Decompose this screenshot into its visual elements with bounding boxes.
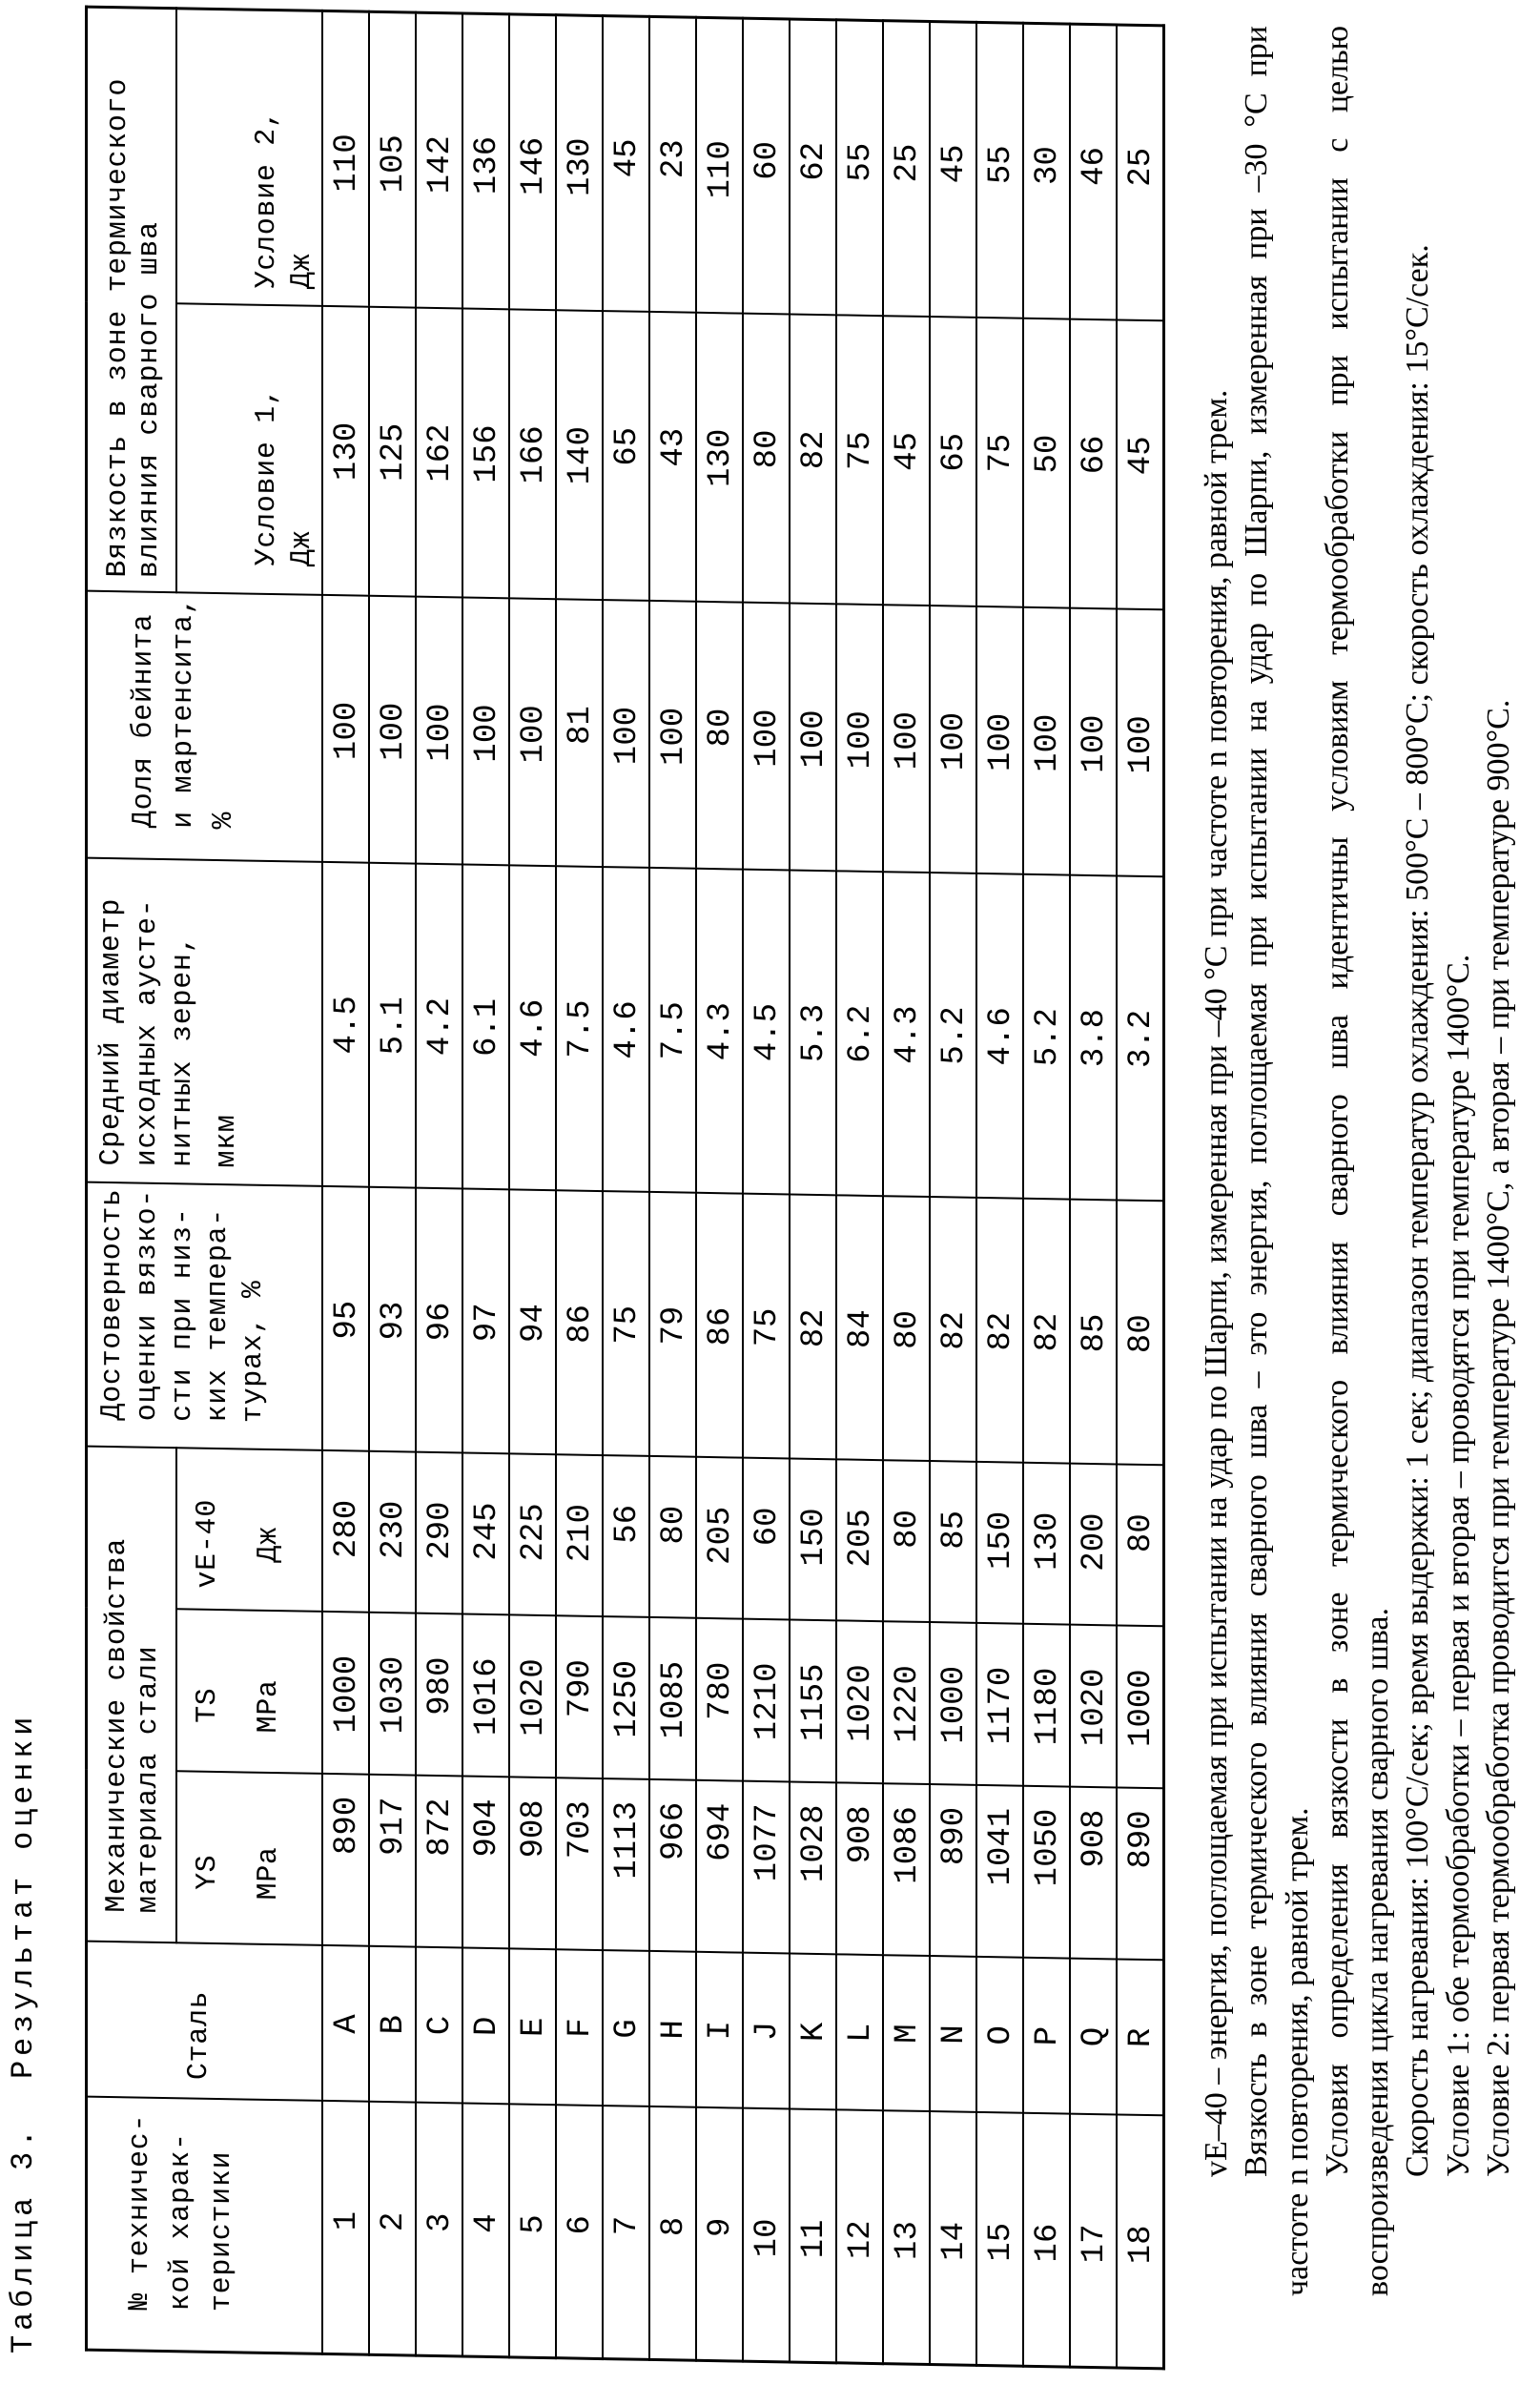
table-row	[556, 15, 603, 2359]
cell-ys: 703	[556, 1778, 603, 1951]
cell-reliability: 85	[1070, 1200, 1117, 1465]
cell-number: 15	[976, 2112, 1023, 2366]
cell-bainite-martensite: 100	[1117, 609, 1164, 877]
table-row	[790, 19, 836, 2363]
cell-number: 17	[1070, 2114, 1117, 2368]
cell-ts: 1020	[509, 1615, 556, 1778]
header-line: Дж	[238, 1479, 299, 1611]
cell-ve40: 210	[556, 1455, 603, 1617]
cell-ve40: 245	[462, 1453, 509, 1615]
cell-steel: N	[930, 1957, 976, 2113]
cell-reliability: 80	[883, 1197, 930, 1462]
cell-ve40: 225	[509, 1454, 556, 1616]
cell-reliability: 75	[603, 1192, 649, 1457]
header-ts	[176, 1610, 322, 1775]
footnote-line: Условие 1: обе термообработки – первая и вторая – проводятся при температуре 1400°C.	[1439, 0, 1479, 2177]
cell-ve40: 130	[1023, 1463, 1070, 1625]
cell-bainite-martensite: 100	[322, 595, 369, 863]
header-line: турах, %	[236, 1186, 272, 1424]
cell-grain-diameter: 4.3	[883, 873, 930, 1198]
cell-ys: 1050	[1023, 1786, 1070, 1959]
cell-ys: 917	[369, 1775, 416, 1947]
cell-ve40: 56	[603, 1456, 649, 1618]
header-line: vE-40	[177, 1478, 238, 1610]
cell-condition-2: 25	[883, 21, 930, 318]
cell-ys: 1041	[976, 1785, 1023, 1958]
table-row	[930, 21, 976, 2365]
cell-reliability: 86	[556, 1191, 603, 1456]
cell-grain-diameter: 7.5	[556, 867, 603, 1192]
cell-ve40: 290	[416, 1452, 462, 1614]
header-mechanical-properties	[87, 1447, 176, 1943]
cell-condition-1: 65	[930, 317, 976, 606]
header-line: мкм	[210, 861, 246, 1168]
cell-bainite-martensite: 100	[883, 606, 930, 873]
cell-ys: 1077	[743, 1781, 790, 1954]
table-body	[322, 10, 1164, 2368]
cell-condition-1: 125	[369, 307, 416, 597]
footnotes	[1197, 0, 1519, 2384]
table-row	[883, 21, 930, 2365]
cell-condition-1: 66	[1070, 319, 1117, 609]
cell-condition-1: 162	[416, 308, 462, 598]
cell-grain-diameter: 4.6	[976, 873, 1023, 1199]
cell-grain-diameter: 3.2	[1117, 876, 1164, 1202]
cell-ts: 1020	[836, 1621, 883, 1784]
footnote-line: Вязкость в зоне термического влияния сварного шва – это энергия, поглощаемая при испытании на удар по Шарпи, измеренная при –30 °C при	[1237, 26, 1277, 2177]
cell-ys: 872	[416, 1776, 462, 1948]
cell-steel: R	[1117, 1960, 1164, 2116]
cell-number: 8	[649, 2107, 696, 2360]
cell-steel: C	[416, 1947, 462, 2104]
cell-ts: 1085	[649, 1617, 696, 1780]
header-line: TS	[177, 1639, 238, 1772]
cell-condition-2: 146	[509, 14, 556, 311]
cell-ve40: 60	[743, 1458, 790, 1620]
cell-steel: A	[322, 1945, 369, 2102]
cell-reliability: 82	[1023, 1199, 1070, 1464]
table-row	[603, 16, 649, 2360]
header-line: Дж	[285, 307, 320, 567]
cell-reliability: 82	[930, 1197, 976, 1462]
header-number	[87, 2097, 322, 2353]
cell-ys: 1113	[603, 1779, 649, 1952]
header-line: MPa	[238, 1802, 299, 1944]
table-row	[976, 22, 1023, 2366]
table-row	[509, 14, 556, 2358]
results-table	[85, 6, 1165, 2371]
header-line: оценки вязко-	[131, 1184, 166, 1422]
cell-number: 13	[883, 2111, 930, 2365]
cell-steel: M	[883, 1956, 930, 2112]
cell-reliability: 79	[649, 1192, 696, 1457]
cell-condition-2: 45	[603, 16, 649, 313]
cell-reliability: 80	[1117, 1201, 1164, 1466]
cell-ts: 790	[556, 1616, 603, 1779]
cell-ve40: 80	[1117, 1465, 1164, 1627]
cell-condition-1: 140	[556, 311, 603, 601]
table-row	[462, 13, 509, 2357]
table-row	[836, 20, 883, 2364]
cell-steel: D	[462, 1948, 509, 2105]
cell-condition-1: 82	[790, 315, 836, 605]
cell-ts: 780	[696, 1618, 743, 1781]
cell-ve40: 80	[883, 1461, 930, 1623]
cell-grain-diameter: 3.8	[1070, 875, 1117, 1201]
cell-ts: 1030	[369, 1613, 416, 1776]
cell-reliability: 94	[509, 1190, 556, 1455]
cell-steel: H	[649, 1951, 696, 2107]
cell-grain-diameter: 5.2	[930, 873, 976, 1198]
cell-grain-diameter: 5.1	[369, 863, 416, 1188]
cell-steel: L	[836, 1955, 883, 2111]
header-steel	[87, 1942, 322, 2101]
cell-ys: 890	[930, 1785, 976, 1958]
cell-bainite-martensite: 100	[790, 604, 836, 872]
cell-condition-2: 60	[743, 18, 790, 315]
header-condition-2	[176, 9, 322, 307]
cell-number: 10	[743, 2108, 790, 2362]
cell-condition-1: 130	[696, 313, 743, 603]
cell-number: 5	[509, 2105, 556, 2358]
table-header	[87, 7, 322, 2353]
cell-condition-2: 110	[322, 10, 369, 307]
cell-condition-1: 130	[322, 306, 369, 596]
footnote-line: Скорость нагревания: 100°C/сек; время выдержки: 1 сек; диапазон температур охлаждения: 500°C – 800°C; скорость охлаждения: 15°C/сек.	[1398, 0, 1438, 2177]
header-line: № техничес-	[120, 2099, 161, 2311]
cell-ts: 1250	[603, 1617, 649, 1780]
cell-number: 4	[462, 2104, 509, 2357]
cell-steel: B	[369, 1946, 416, 2103]
cell-ys: 966	[649, 1779, 696, 1952]
cell-grain-diameter: 4.5	[743, 870, 790, 1195]
cell-ys: 694	[696, 1780, 743, 1953]
cell-steel: O	[976, 1957, 1023, 2113]
cell-reliability: 84	[836, 1196, 883, 1461]
cell-condition-1: 65	[603, 312, 649, 602]
header-line: YS	[177, 1801, 238, 1943]
cell-ve40: 200	[1070, 1464, 1117, 1626]
cell-bainite-martensite: 100	[743, 603, 790, 871]
cell-condition-2: 25	[1117, 25, 1164, 321]
header-line: Условие 2,	[250, 11, 285, 289]
cell-ts: 1000	[322, 1612, 369, 1775]
cell-reliability: 95	[322, 1186, 369, 1451]
header-line: влияния сварного шва	[134, 9, 166, 578]
cell-bainite-martensite: 100	[416, 597, 462, 865]
cell-number: 6	[556, 2106, 603, 2359]
header-line: Механические свойства	[102, 1448, 133, 1913]
cell-grain-diameter: 7.5	[649, 868, 696, 1193]
cell-number: 11	[790, 2109, 836, 2363]
cell-number: 14	[930, 2112, 976, 2366]
header-grain-diameter	[87, 858, 322, 1186]
table-row	[649, 16, 696, 2360]
cell-reliability: 86	[696, 1193, 743, 1458]
cell-steel: E	[509, 1949, 556, 2106]
cell-ts: 1000	[1117, 1626, 1164, 1789]
header-line: и мартенсита,	[164, 593, 204, 829]
cell-ys: 890	[322, 1774, 369, 1946]
cell-grain-diameter: 6.1	[462, 865, 509, 1190]
cell-bainite-martensite: 100	[603, 601, 649, 869]
header-line: кой харак-	[161, 2099, 202, 2311]
cell-steel: P	[1023, 1958, 1070, 2114]
cell-steel: G	[603, 1951, 649, 2107]
cell-grain-diameter: 4.5	[322, 862, 369, 1187]
cell-bainite-martensite: 100	[1070, 608, 1117, 876]
footnote-line: vE–40 – энергия, поглощаемая при испытании на удар по Шарпи, измеренная при –40 °C при частоте n повторения, равной трем.	[1197, 0, 1237, 2177]
cell-steel: F	[556, 1950, 603, 2107]
cell-reliability: 82	[976, 1198, 1023, 1463]
table-title: Таблица 3. Результат оценки	[9, 1713, 39, 2353]
cell-condition-1: 166	[509, 310, 556, 600]
table-row	[369, 11, 416, 2355]
cell-bainite-martensite: 100	[369, 596, 416, 864]
cell-reliability: 96	[416, 1188, 462, 1453]
header-line: теристики	[202, 2100, 243, 2312]
table-row	[743, 18, 790, 2362]
cell-condition-2: 110	[696, 17, 743, 314]
cell-reliability: 97	[462, 1189, 509, 1454]
cell-condition-2: 46	[1070, 24, 1117, 320]
cell-number: 3	[416, 2103, 462, 2356]
cell-ts: 1155	[790, 1620, 836, 1783]
cell-bainite-martensite: 100	[976, 606, 1023, 874]
header-line: Вязкость в зоне термического	[103, 9, 134, 578]
cell-ts: 1020	[1070, 1625, 1117, 1788]
cell-bainite-martensite: 80	[696, 602, 743, 870]
table-row	[1117, 25, 1164, 2369]
cell-ts: 1210	[743, 1619, 790, 1782]
cell-reliability: 93	[369, 1187, 416, 1452]
cell-number: 1	[322, 2101, 369, 2354]
table-container	[85, 6, 1165, 2371]
header-line: исходных аусте-	[131, 860, 167, 1167]
footnote-line: частоте n повторения, равной трем.	[1278, 0, 1318, 2296]
cell-ve40: 280	[322, 1450, 369, 1613]
cell-bainite-martensite: 100	[509, 599, 556, 867]
cell-bainite-martensite: 81	[556, 600, 603, 868]
cell-grain-diameter: 5.3	[790, 871, 836, 1196]
cell-ve40: 80	[649, 1456, 696, 1618]
cell-steel: K	[790, 1954, 836, 2110]
table-row	[1070, 24, 1117, 2368]
cell-condition-1: 50	[1023, 319, 1070, 608]
cell-grain-diameter: 4.6	[603, 868, 649, 1193]
cell-ys: 1086	[883, 1784, 930, 1957]
cell-condition-2: 136	[462, 13, 509, 310]
cell-condition-1: 43	[649, 312, 696, 602]
footnote-line: воспроизведения цикла нагревания сварного шва.	[1358, 0, 1398, 2296]
cell-number: 18	[1117, 2115, 1164, 2369]
header-line: Дж	[285, 11, 320, 289]
cell-ve40: 150	[790, 1459, 836, 1621]
cell-condition-1: 80	[743, 314, 790, 604]
cell-grain-diameter: 4.2	[416, 864, 462, 1189]
header-line: Доля бейнита	[124, 593, 164, 829]
cell-steel: Q	[1070, 1959, 1117, 2115]
cell-condition-1: 75	[836, 316, 883, 606]
table-row	[416, 12, 462, 2356]
cell-number: 2	[369, 2102, 416, 2355]
cell-ys: 890	[1117, 1788, 1164, 1961]
cell-ys: 908	[509, 1778, 556, 1950]
cell-number: 9	[696, 2107, 743, 2361]
cell-grain-diameter: 4.6	[509, 866, 556, 1191]
cell-grain-diameter: 6.2	[836, 872, 883, 1197]
header-line: Условие 1,	[250, 306, 285, 566]
cell-condition-2: 45	[930, 21, 976, 318]
header-line: Достоверность	[95, 1183, 131, 1421]
document-page	[0, 0, 1540, 2384]
cell-steel: J	[743, 1953, 790, 2109]
cell-condition-2: 30	[1023, 23, 1070, 319]
cell-bainite-martensite: 100	[649, 601, 696, 869]
cell-condition-2: 130	[556, 15, 603, 312]
header-haz-toughness	[87, 7, 176, 593]
header-line: MPa	[238, 1640, 299, 1773]
cell-ys: 904	[462, 1777, 509, 1949]
header-line: ких темпера-	[201, 1185, 236, 1423]
cell-bainite-martensite: 100	[1023, 607, 1070, 875]
cell-condition-2: 23	[649, 16, 696, 313]
cell-ts: 980	[416, 1613, 462, 1777]
cell-ys: 1028	[790, 1782, 836, 1955]
cell-grain-diameter: 4.3	[696, 869, 743, 1194]
cell-ys: 908	[1070, 1787, 1117, 1960]
header-row-top	[87, 7, 176, 2352]
cell-condition-2: 55	[836, 20, 883, 317]
header-line: Сталь	[180, 1944, 218, 2081]
header-line: сти при низ-	[166, 1185, 201, 1423]
header-ys	[176, 1772, 322, 1946]
cell-ts: 1180	[1023, 1624, 1070, 1787]
cell-ts: 1000	[930, 1623, 976, 1786]
cell-condition-1: 45	[883, 317, 930, 606]
cell-steel: I	[696, 1952, 743, 2108]
cell-number: 12	[836, 2110, 883, 2364]
header-line: нитных зерен,	[166, 861, 202, 1168]
cell-number: 16	[1023, 2113, 1070, 2367]
cell-condition-2: 142	[416, 12, 462, 309]
cell-reliability: 82	[790, 1195, 836, 1460]
cell-bainite-martensite: 100	[836, 605, 883, 873]
cell-bainite-martensite: 100	[930, 606, 976, 873]
header-ve40	[176, 1449, 322, 1613]
cell-ve40: 230	[369, 1451, 416, 1613]
header-condition-1	[176, 304, 322, 596]
header-bainite-martensite	[87, 591, 322, 862]
cell-number: 7	[603, 2107, 649, 2360]
cell-ts: 1220	[883, 1622, 930, 1785]
cell-condition-1: 45	[1117, 320, 1164, 610]
header-line: Средний диаметр	[94, 859, 131, 1166]
cell-ts: 1016	[462, 1614, 509, 1778]
cell-ve40: 150	[976, 1462, 1023, 1624]
header-line: материала стали	[133, 1449, 165, 1914]
cell-condition-2: 62	[790, 19, 836, 316]
cell-condition-1: 156	[462, 309, 509, 599]
footnote-line: Условие 2: первая термообработка проводится при температуре 1400°C, а вторая – при температуре 900°C.	[1479, 0, 1519, 2177]
cell-bainite-martensite: 100	[462, 598, 509, 866]
table-row	[322, 10, 369, 2354]
cell-ts: 1170	[976, 1623, 1023, 1786]
cell-ys: 908	[836, 1783, 883, 1956]
cell-condition-2: 55	[976, 22, 1023, 319]
cell-grain-diameter: 5.2	[1023, 874, 1070, 1200]
cell-condition-2: 105	[369, 11, 416, 308]
footnote-line: Условия определения вязкости в зоне термического влияния сварного шва идентичны условиям термообработки при испытании с целью	[1318, 26, 1358, 2177]
cell-ve40: 85	[930, 1461, 976, 1623]
table-row	[1023, 23, 1070, 2367]
cell-ve40: 205	[836, 1460, 883, 1622]
header-reliability	[87, 1182, 322, 1450]
cell-condition-1: 75	[976, 318, 1023, 607]
cell-ve40: 205	[696, 1457, 743, 1619]
table-row	[696, 17, 743, 2361]
header-line: %	[204, 594, 244, 830]
cell-reliability: 75	[743, 1194, 790, 1459]
